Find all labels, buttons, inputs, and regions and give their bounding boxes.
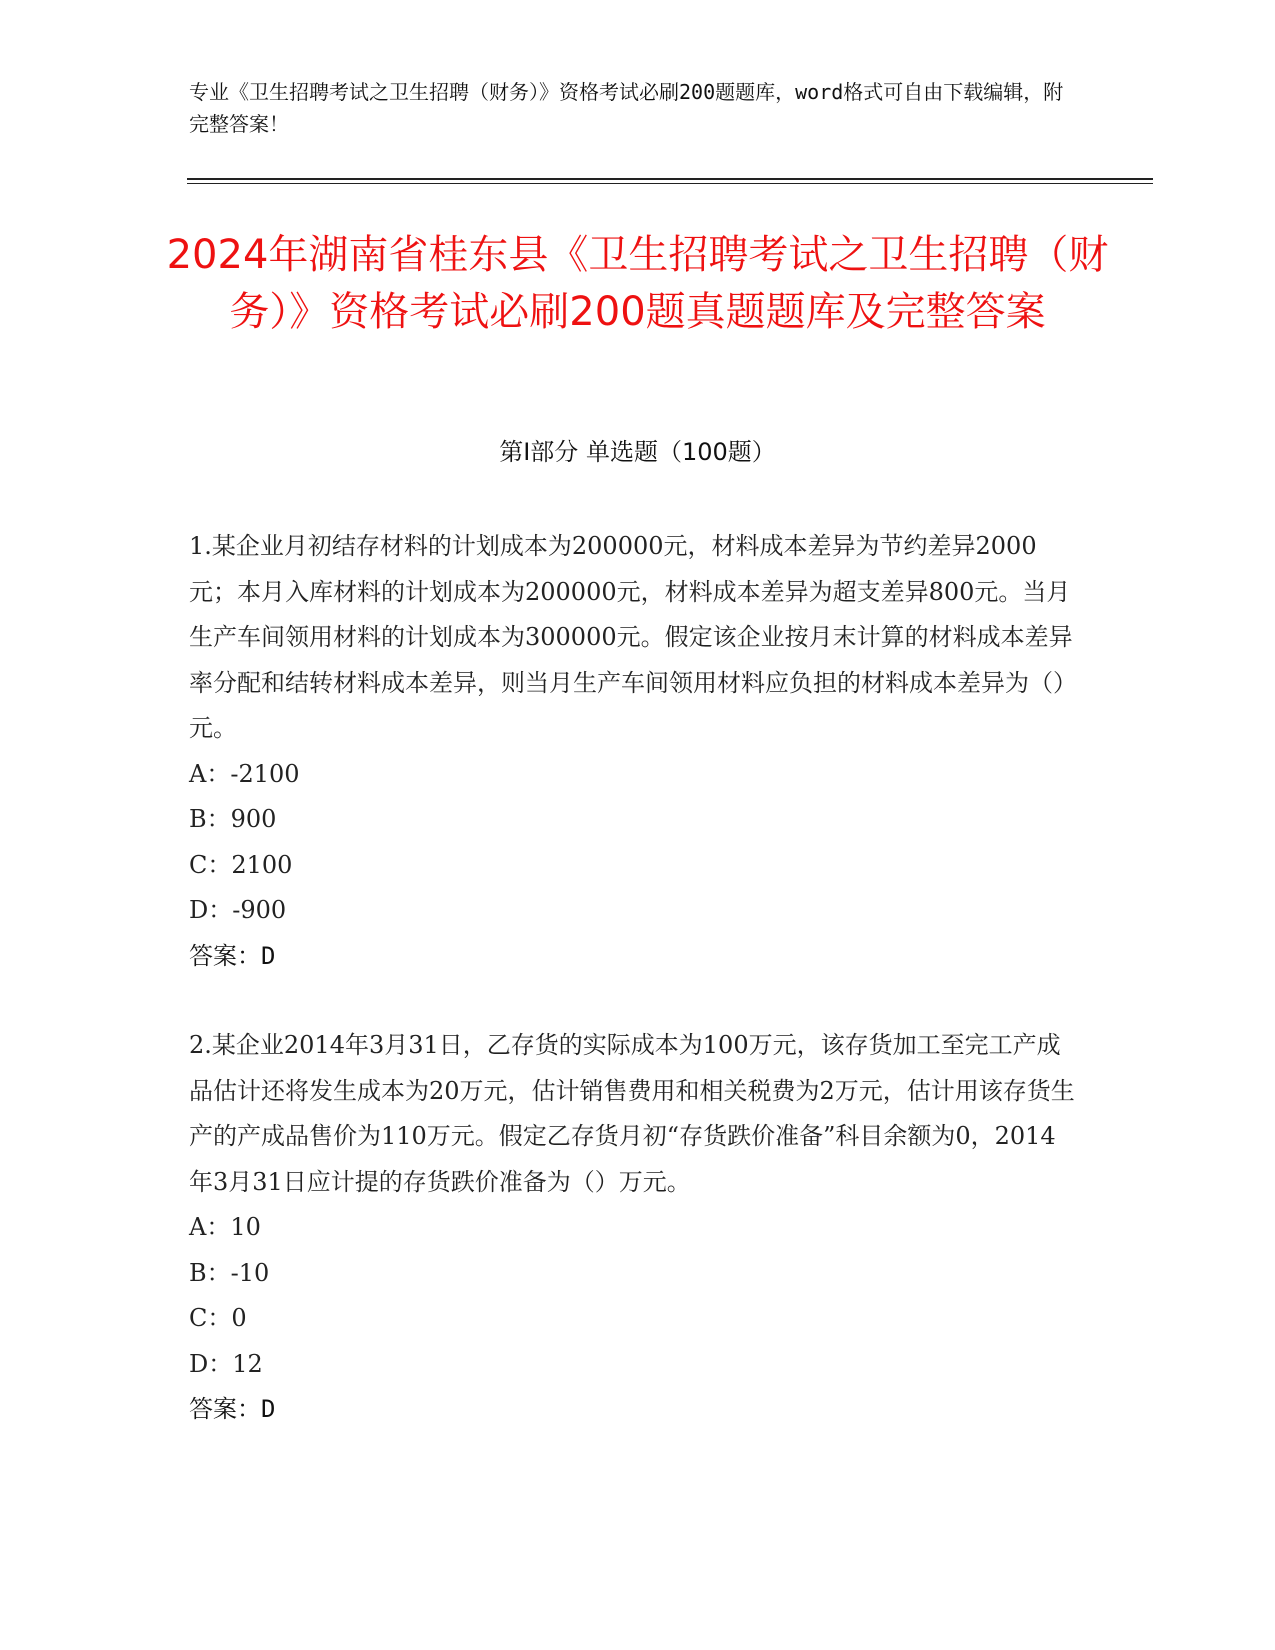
question-stem: 1.某企业月初结存材料的计划成本为200000元，材料成本差异为节约差异2000元；本月入库材料的计划成本为200000元，材料成本差异为超支差异800元。当月生产车间领用材料的计划成本为300000元。假定该企业按月末计算的材料成本差异率分配和结转材料成本差异，则当月生产车间领用材料应负担的材料成本差异为（）元。: [189, 532, 1077, 742]
option-a: A：-2100: [189, 759, 300, 788]
option-c: C：2100: [189, 850, 293, 879]
section-heading: 第I部分 单选题（100题）: [499, 438, 776, 466]
header-divider-thick: [187, 178, 1153, 180]
answer-line: 答案：D: [189, 1395, 276, 1423]
option-a: A：10: [189, 1213, 261, 1241]
question-stem: 2.某企业2014年3月31日，乙存货的实际成本为100万元，该存货加工至完工产成品估计还将发生成本为20万元，估计销售费用和相关税费为2万元，估计用该存货生产的产成品售价为110万元。假定乙存货月初“存货跌价准备”科目余额为0，2014年3月31日应计提的存货跌价准备为（）万元。: [189, 1031, 1075, 1196]
question-1: [189, 524, 1079, 979]
option-d: D：12: [189, 1349, 263, 1378]
answer-line: 答案：D: [189, 941, 276, 970]
option-c: C：0: [189, 1304, 247, 1332]
option-b: B：900: [189, 805, 277, 833]
question-2: [189, 1023, 1079, 1433]
option-d: D：-900: [189, 896, 287, 924]
header-note: 专业《卫生招聘考试之卫生招聘（财务）》资格考试必刷200题题库，word格式可自由下载编辑，附完整答案！: [189, 80, 1064, 136]
document-title: 2024年湖南省桂东县《卫生招聘考试之卫生招聘（财务）》资格考试必刷200题真题题库及完整答案: [166, 232, 1109, 335]
header-divider-thin: [187, 183, 1153, 184]
option-b: B：-10: [189, 1258, 270, 1287]
